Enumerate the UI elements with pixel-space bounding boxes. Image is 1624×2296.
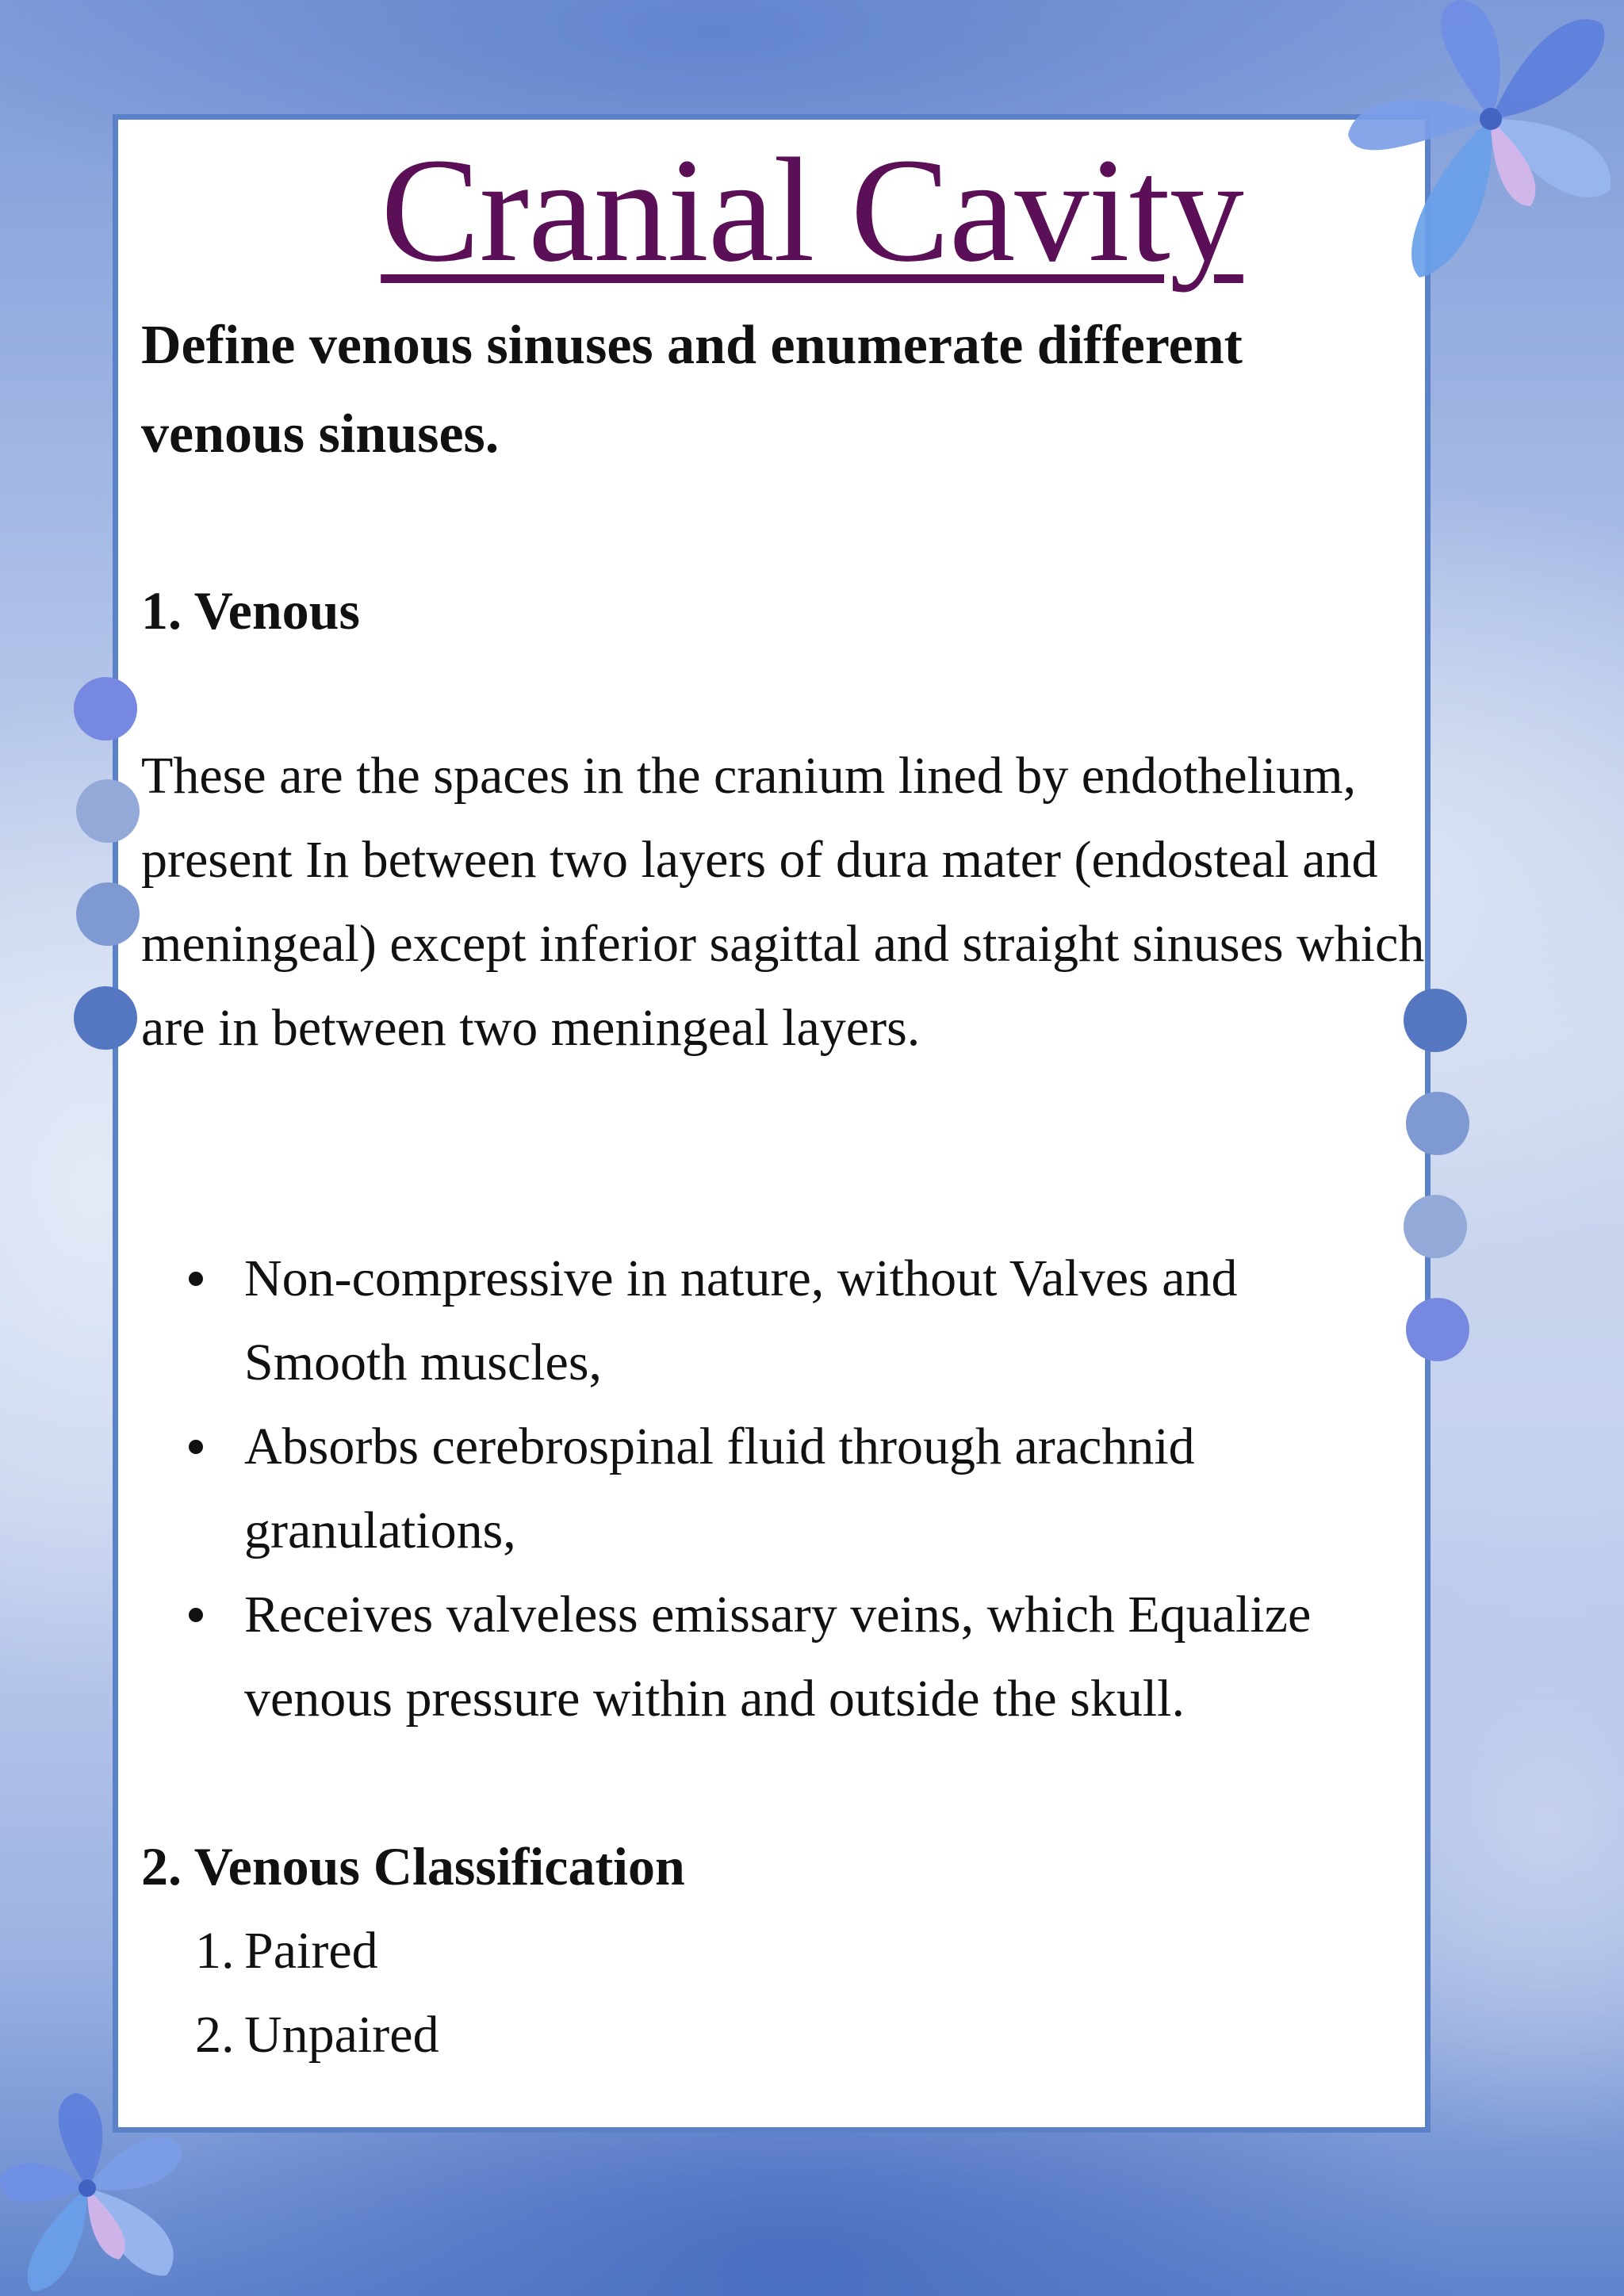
list-item-text: Paired [244, 1922, 378, 1980]
list-item [141, 1993, 439, 2077]
list-item-text: Receives valveless emissary veins, which Equalize venous pressure within and outside the skull. [244, 1586, 1312, 1728]
list-item-number: 2. [195, 2006, 235, 2064]
bead-right-4 [1406, 1298, 1469, 1361]
list-item-text: Absorbs cerebrospinal fluid through arachnid granulations, [244, 1418, 1195, 1559]
bead-left-4 [74, 986, 137, 1050]
classification-list [141, 1909, 439, 2077]
bead-left-2 [76, 779, 140, 843]
blue-flower-icon [0, 2077, 206, 2296]
bead-right-3 [1404, 1195, 1467, 1258]
bead-left-3 [76, 882, 140, 946]
bead-right-2 [1406, 1092, 1469, 1155]
list-item [141, 1573, 1410, 1741]
list-item-text: Non-compressive in nature, without Valves and Smooth muscles, [244, 1249, 1238, 1391]
page-title: Cranial Cavity [381, 127, 1243, 293]
features-list [141, 1237, 1410, 1741]
section-heading-venous: 1. Venous [141, 580, 360, 641]
bullet-icon [189, 1608, 203, 1622]
section-heading-classification: 2. Venous Classification [141, 1836, 685, 1896]
list-item [141, 1405, 1410, 1573]
bullet-icon [189, 1440, 203, 1454]
definition-paragraph: These are the spaces in the cranium lined by endothelium, present In between two layers of dura mater (endosteal and meningeal) except inferior sagittal and straight sinuses which are in between two meningeal layers. [141, 747, 1425, 1057]
list-item-text: Unpaired [244, 2006, 439, 2064]
list-item [141, 1909, 439, 1993]
question-text: Define venous sinuses and enumerate different venous sinuses. [141, 315, 1243, 465]
bullet-icon [189, 1272, 203, 1286]
list-item [141, 1237, 1410, 1405]
list-item-number: 1. [195, 1922, 235, 1980]
bead-left-1 [74, 677, 137, 740]
